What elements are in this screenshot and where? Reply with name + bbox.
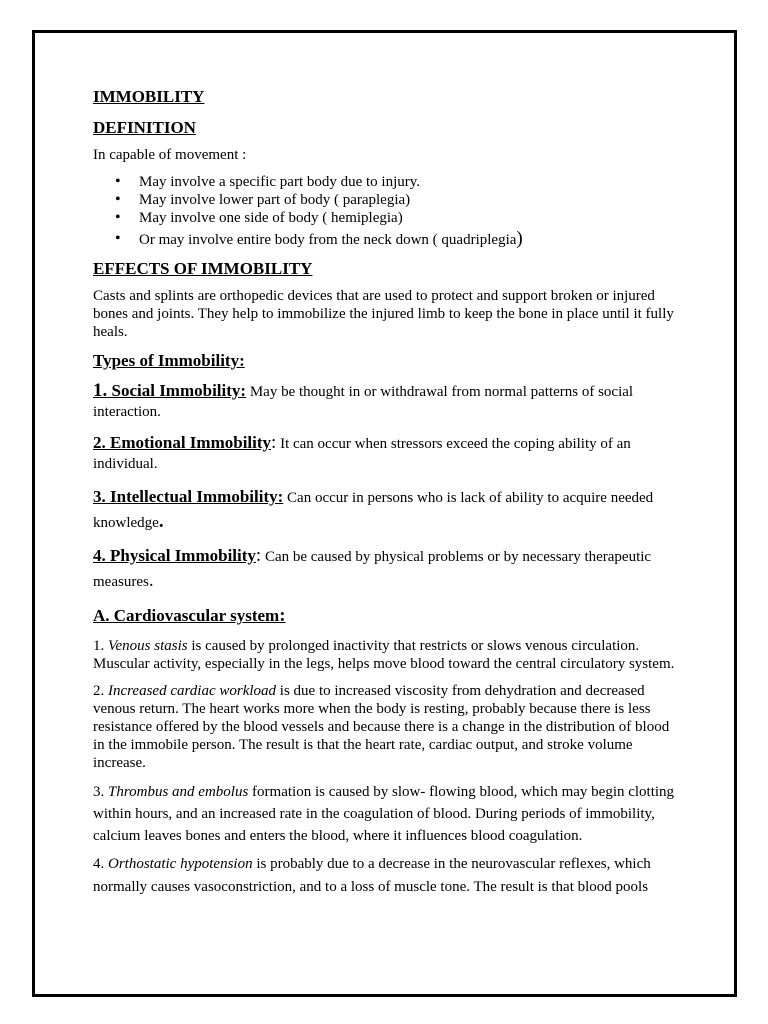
effects-paragraph: Casts and splints are orthopedic devices that are used to protect and support broken or injured bones and joints. They help to immobilize the injured limb to keep the bone in place until it fully heals. xyxy=(93,288,674,340)
type-item-emotional: 2. Emotional Immobility: It can occur when stressors exceed the coping ability of an individual. xyxy=(93,432,631,472)
cardio-item-2: 2. Increased cardiac workload is due to increased viscosity from dehydration and decreased venous return. The heart works more when the body is resting, probably because there is less resistance offered by the blood vessels and because there is a change in the distribution of blood in the immobile person. The result is that the heart rate, cardiac output, and stroke volume increase. xyxy=(93,683,670,771)
types-heading: Types of Immobility: xyxy=(93,351,245,370)
document-title: IMMOBILITY xyxy=(93,87,205,106)
definition-list xyxy=(93,173,683,249)
cardio-item-1: 1. Venous stasis is caused by prolonged inactivity that restricts or slows venous circulation. Muscular activity, especially in the legs, helps move blood toward the central circulatory system. xyxy=(93,638,675,672)
definition-intro: In capable of movement : xyxy=(93,147,247,163)
list-item: • May involve one side of body ( hemiplegia) xyxy=(93,209,683,227)
list-item: • May involve lower part of body ( paraplegia) xyxy=(93,191,683,209)
definition-heading: DEFINITION xyxy=(93,118,196,137)
type-item-physical: 4. Physical Immobility: Can be caused by physical problems or by necessary therapeutic measures. xyxy=(93,545,652,591)
list-item: • Or may involve entire body from the neck down ( quadriplegia) xyxy=(93,230,683,249)
cardio-heading: A. Cardiovascular system: xyxy=(93,605,286,626)
effects-heading: EFFECTS OF IMMOBILITY xyxy=(93,259,313,278)
type-item-intellectual: 3. Intellectual Immobility: Can occur in persons who is lack of ability to acquire needed knowledge. xyxy=(93,487,654,532)
type-item-social: 1. Social Immobility: May be thought in or withdrawal from normal patterns of social interaction. xyxy=(93,380,634,420)
list-item: • May involve a specific part body due to injury. xyxy=(93,173,683,191)
document-body xyxy=(93,86,683,899)
cardio-item-4: 4. Orthostatic hypotension is probably due to a decrease in the neurovascular reflexes, which normally causes vasoconstriction, and to a loss of muscle tone. The result is that blood pools xyxy=(93,856,651,895)
cardio-item-3: 3. Thrombus and embolus formation is caused by slow- flowing blood, which may begin clotting within hours, and an increased rate in the coagulation of blood. During periods of immobility, calcium leaves bones and enters the blood, where it influences blood coagulation. xyxy=(93,784,675,844)
